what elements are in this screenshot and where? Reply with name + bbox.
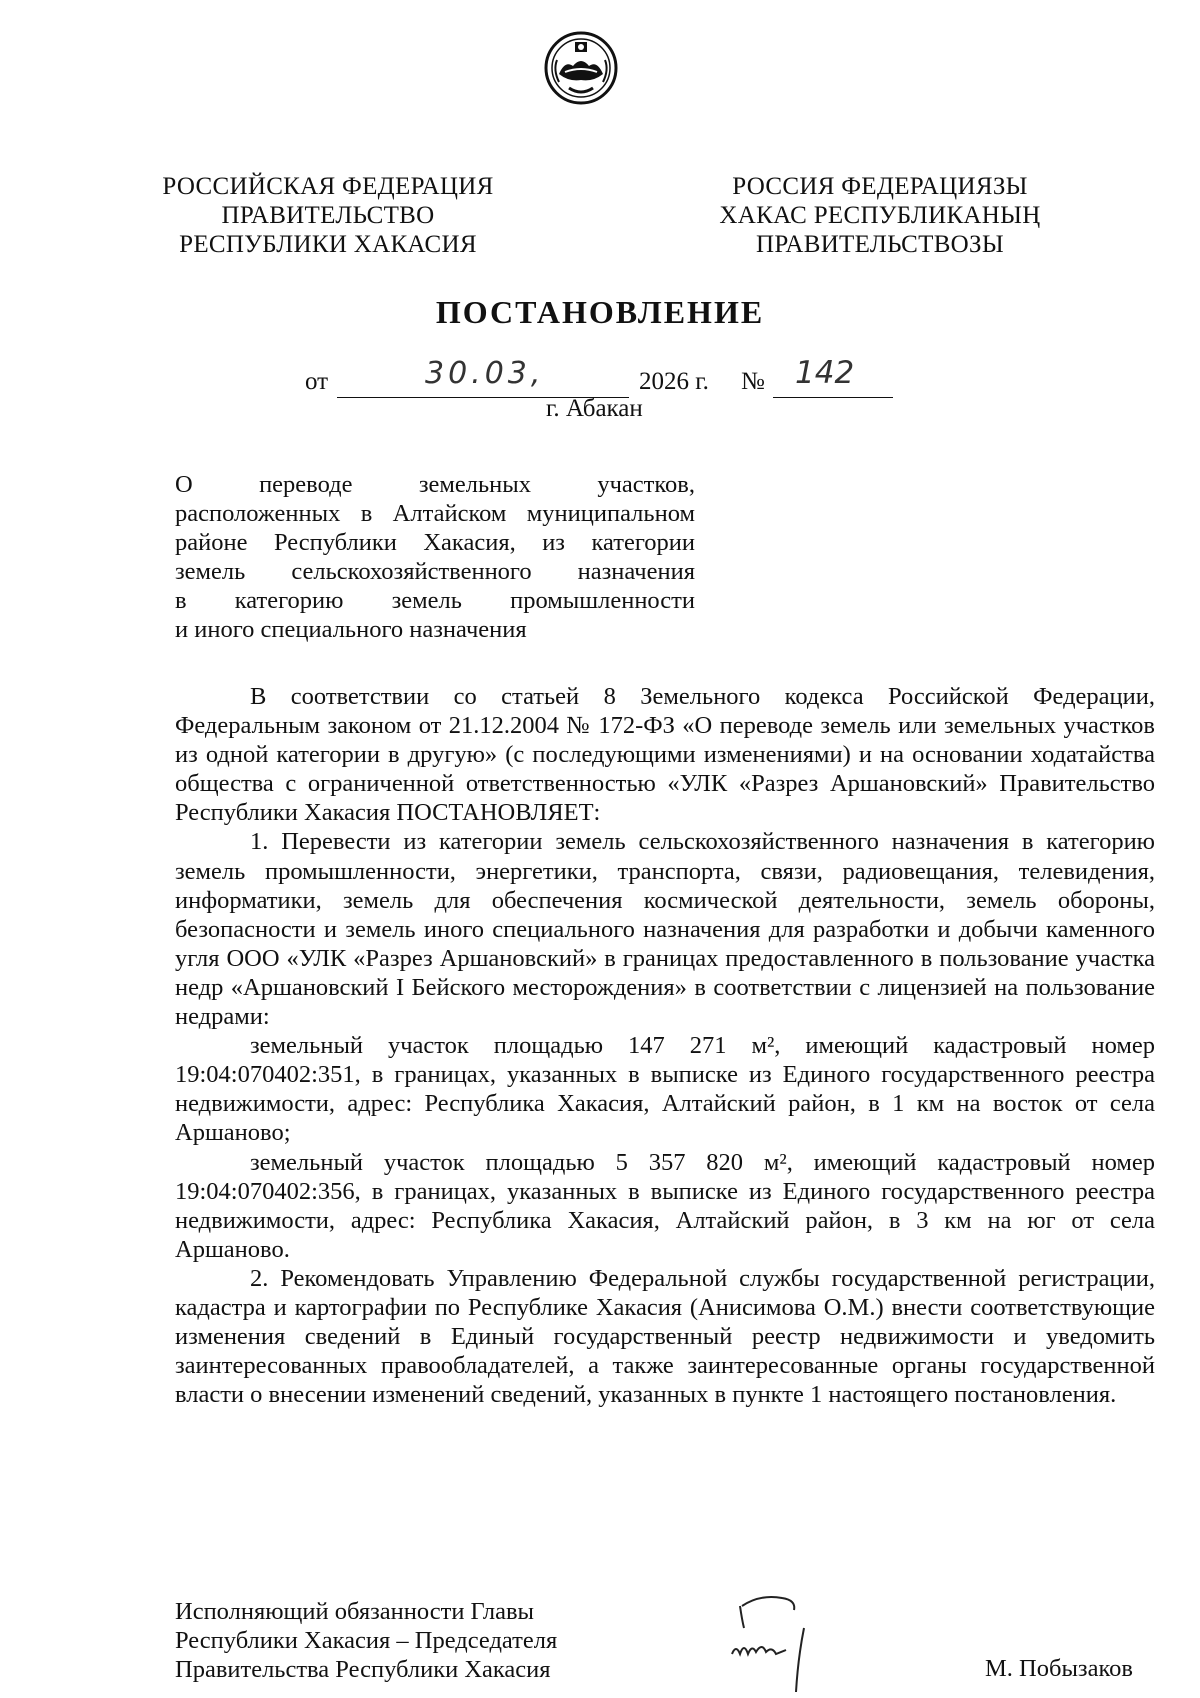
- document-title: ПОСТАНОВЛЕНИЕ: [435, 294, 765, 330]
- header-left: [138, 172, 518, 259]
- body-paragraph: 2. Рекомендовать Управлению Федеральной службы государственной регистрации, кадастра и картографии по Республике Хакасия (Анисимова О.М.) внести соответствующие изменения сведений в Единый государственный реестр недвижимости и уведомить заинтересованных правообладателей, а также заинтересованные органы государственной власти о внесении изменений сведений, указанных в пункте 1 настоящего постановления.: [175, 1264, 1155, 1409]
- header-right-line: РОССИЯ ФЕДЕРАЦИЯЗЫ: [732, 173, 1028, 200]
- signatory-title-line: Правительства Республики Хакасия: [175, 1656, 551, 1683]
- header-left-line: ПРАВИТЕЛЬСТВО: [221, 202, 435, 229]
- city: г. Абакан: [546, 395, 643, 422]
- header-left-line: РЕСПУБЛИКИ ХАКАСИЯ: [179, 231, 477, 258]
- date-year: 2026 г.: [639, 368, 709, 395]
- signatory-title-line: Республики Хакасия – Председателя: [175, 1627, 558, 1654]
- header-right-line: ПРАВИТЕЛЬСТВОЗЫ: [756, 231, 1004, 258]
- body-paragraph: 1. Перевести из категории земель сельскохозяйственного назначения в категорию земель промышленности, энергетики, транспорта, связи, радиовещания, телевидения, информатики, земель для обеспечения космической деятельности, земель обороны, безопасности и земель иного специального назначения для разработки и добычи каменного угля ООО «УЛК «Разрез Аршановский» в границах предоставленного в пользование участка недр «Аршановский I Бейского месторождения» в соответствии с лицензией на пользование недрами:: [175, 828, 1155, 1031]
- subject-line: земель сельскохозяйственного назначения: [175, 558, 695, 585]
- signatory-title: [175, 1597, 557, 1684]
- header-left-line: РОССИЙСКАЯ ФЕДЕРАЦИЯ: [162, 173, 494, 200]
- handwritten-number: 142: [795, 355, 855, 391]
- signatory-name: М. Побызаков: [985, 1655, 1133, 1682]
- handwritten-date: 30.03,: [425, 356, 545, 391]
- signatory-title-line: Исполняющий обязанности Главы: [175, 1598, 535, 1625]
- header-right: [690, 172, 1070, 259]
- subject-line: районе Республики Хакасия, из категории: [175, 529, 695, 556]
- subject-line: и иного специального назначения: [175, 616, 527, 643]
- header-right-line: ХАКАС РЕСПУБЛИКАНЫҢ: [719, 202, 1041, 229]
- subject-line: О переводе земельных участков,: [175, 471, 695, 498]
- number-sign: №: [741, 368, 765, 395]
- subject-line: расположенных в Алтайском муниципальном: [175, 500, 695, 527]
- number-underline: [773, 397, 893, 398]
- subject-block: [175, 470, 695, 644]
- coat-of-arms-emblem: [543, 30, 619, 106]
- handwritten-signature: [720, 1588, 830, 1698]
- body-paragraph: земельный участок площадью 5 357 820 м², имеющий кадастровый номер 19:04:070402:356, в границах, указанных в выписке из Единого государственного реестра недвижимости, адрес: Республика Хакасия, Алтайский район, в 3 км на юг от села Аршаново.: [175, 1148, 1155, 1263]
- document-body: [175, 682, 1155, 1409]
- subject-line: в категорию земель промышленности: [175, 587, 695, 614]
- date-prefix: от: [305, 368, 329, 395]
- date-number-line: [0, 355, 1200, 400]
- body-paragraph: земельный участок площадью 147 271 м², имеющий кадастровый номер 19:04:070402:351, в границах, указанных в выписке из Единого государственного реестра недвижимости, адрес: Республика Хакасия, Алтайский район, в 1 км на восток от села Аршаново;: [175, 1032, 1155, 1147]
- body-paragraph: В соответствии со статьей 8 Земельного кодекса Российской Федерации, Федеральным законом от 21.12.2004 № 172-ФЗ «О переводе земель или земельных участков из одной категории в другую» (с последующими изменениями) и на основании ходатайства общества с ограниченной ответственностью «УЛК «Разрез Аршановский» Правительство Республики Хакасия ПОСТАНОВЛЯЕТ:: [175, 683, 1155, 827]
